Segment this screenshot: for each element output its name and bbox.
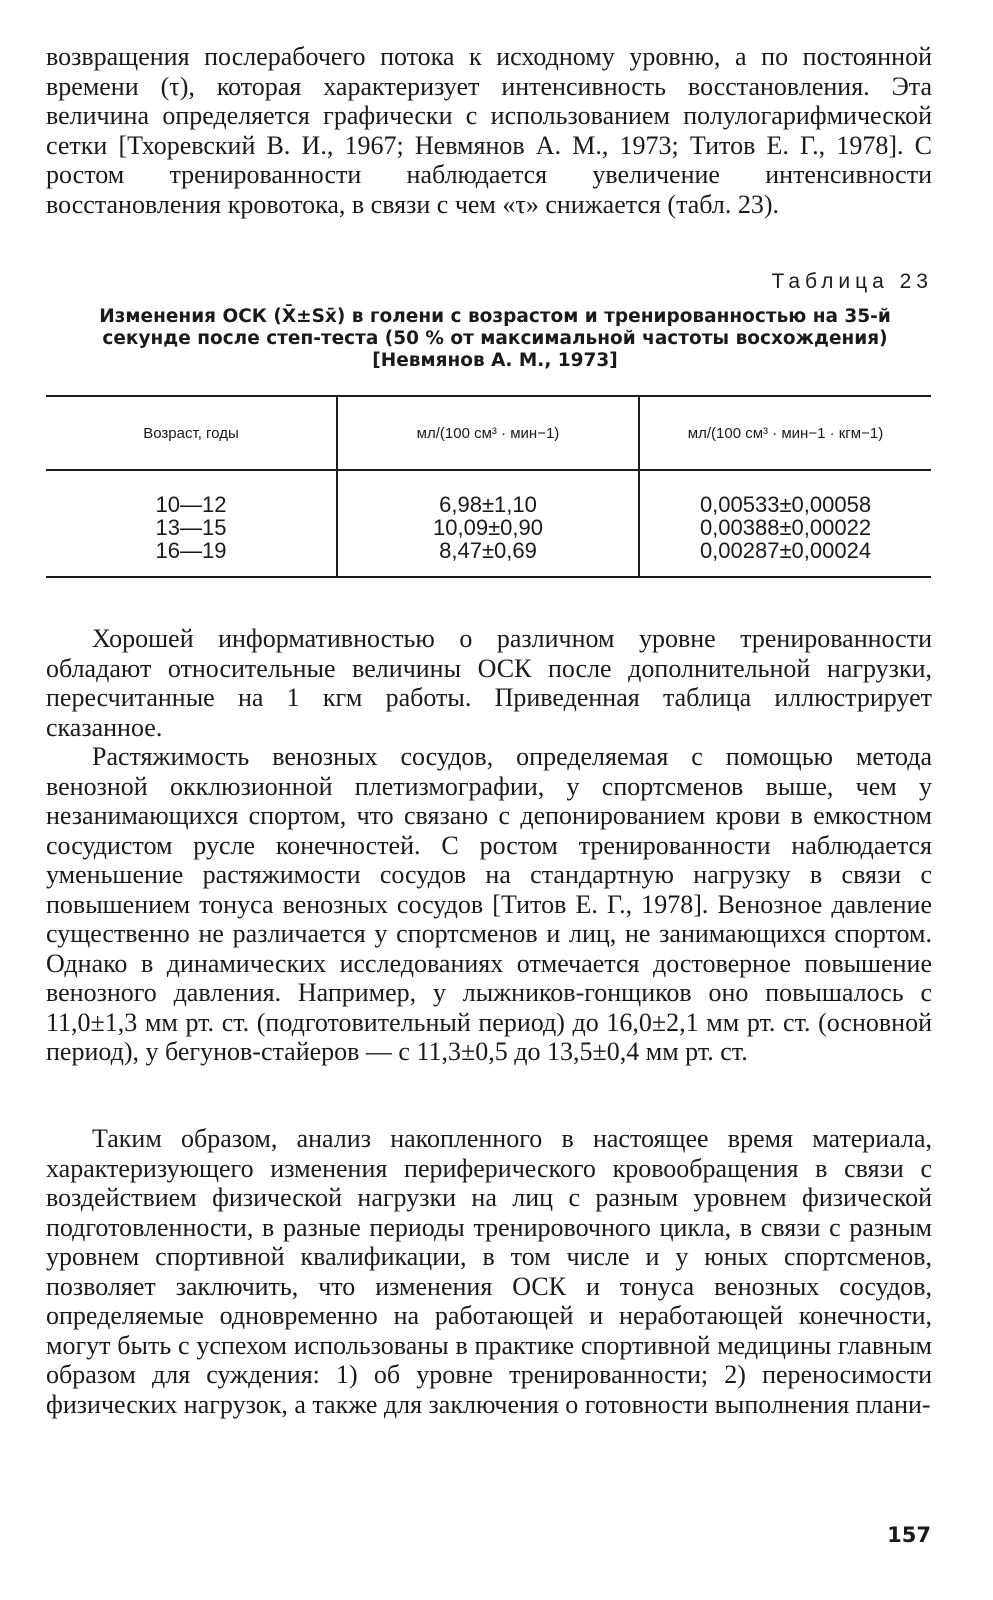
table-header-row [46,396,931,470]
paragraph-venous-distensibility: Растяжимость венозных сосудов, определяемая с помощью метода венозной окклюзионной плетизмографии, у спортсменов выше, чем у незанимающихся спортом, что связано с депонированием крови в емкостном сосудистом русле конечностей. С ростом тренированности наблюдается уменьшение растяжимости сосудов на стандартную нагрузку в связи с повышением тонуса венозных сосудов [Титов Е. Г., 1978]. Венозное давление существенно не различается у спортсменов и лиц, не занимающихся спортом. Однако в динамических исследованиях отмечается достоверное повышение венозного давления. Например, у лыжников-гонщиков оно повышалось с 11,0±1,3 мм рт. ст. (подготовительный период) до 16,0±2,1 мм рт. ст. (основной период), у бегунов-стайеров — с 11,3±0,5 до 13,5±0,4 мм рт. ст. [46,742,932,1066]
table-caption: Изменения ОСК (X̄±Sx̄) в голени с возрастом и тренированностью на 35-й секунде после степ-теста (50 % от максимальной частоты восхождения) [Невмянов А. М., 1973] [99,306,891,371]
cell-osk-per-kgm-values: 0,00533±0,00058 0,00388±0,00022 0,00287±0,00024 [639,470,931,577]
table-number-label: Таблица 23 [771,270,933,293]
cell-osk-values: 6,98±1,10 10,09±0,90 8,47±0,69 [337,470,639,577]
header-osk: мл/(100 см³ · мин−1) [337,396,639,470]
osk-table [46,395,931,578]
paragraph-conclusion: Таким образом, анализ накопленного в настоящее время материала, характеризующего изменения периферического кровообращения в связи с воздействием физической нагрузки на лиц с разным уровнем физической подготовленности, в разные периоды тренировочного цикла, в связи с разным уровнем спортивной квалификации, в том числе и у юных спортсменов, позволяет заключить, что изменения ОСК и тонуса венозных сосудов, определяемые одновременно на работающей и неработающей конечности, могут быть с успехом использованы в практике спортивной медицины главным образом для суждения: 1) об уровне тренированности; 2) переносимости физических нагрузок, а также для заключения о готовности выполнения плани- [46,1124,932,1419]
page-number: 157 [887,1523,931,1547]
table-data-row [46,470,931,577]
paragraph-informativeness: Хорошей информативностью о различном уровне тренированности обладают относительные величины ОСК после дополнительной нагрузки, пересчитанные на 1 кгм работы. Приведенная таблица иллюстрирует сказанное. [46,624,932,742]
header-osk-per-kgm: мл/(100 см³ · мин−1 · кгм−1) [639,396,931,470]
cell-age-values: 10—12 13—15 16—19 [46,470,337,577]
header-age: Возраст, годы [143,424,239,442]
paragraph-intro: возвращения послерабочего потока к исходному уровню, а по постоянной времени (τ), которая характеризует интенсивность восстановления. Эта величина определяется графически с использованием полулогарифмической сетки [Тхоревский В. И., 1967; Невмянов А. М., 1973; Титов Е. Г., 1978]. С ростом тренированности наблюдается увеличение интенсивности восстановления кровотока, в связи с чем «τ» снижается (табл. 23). [46,42,932,219]
